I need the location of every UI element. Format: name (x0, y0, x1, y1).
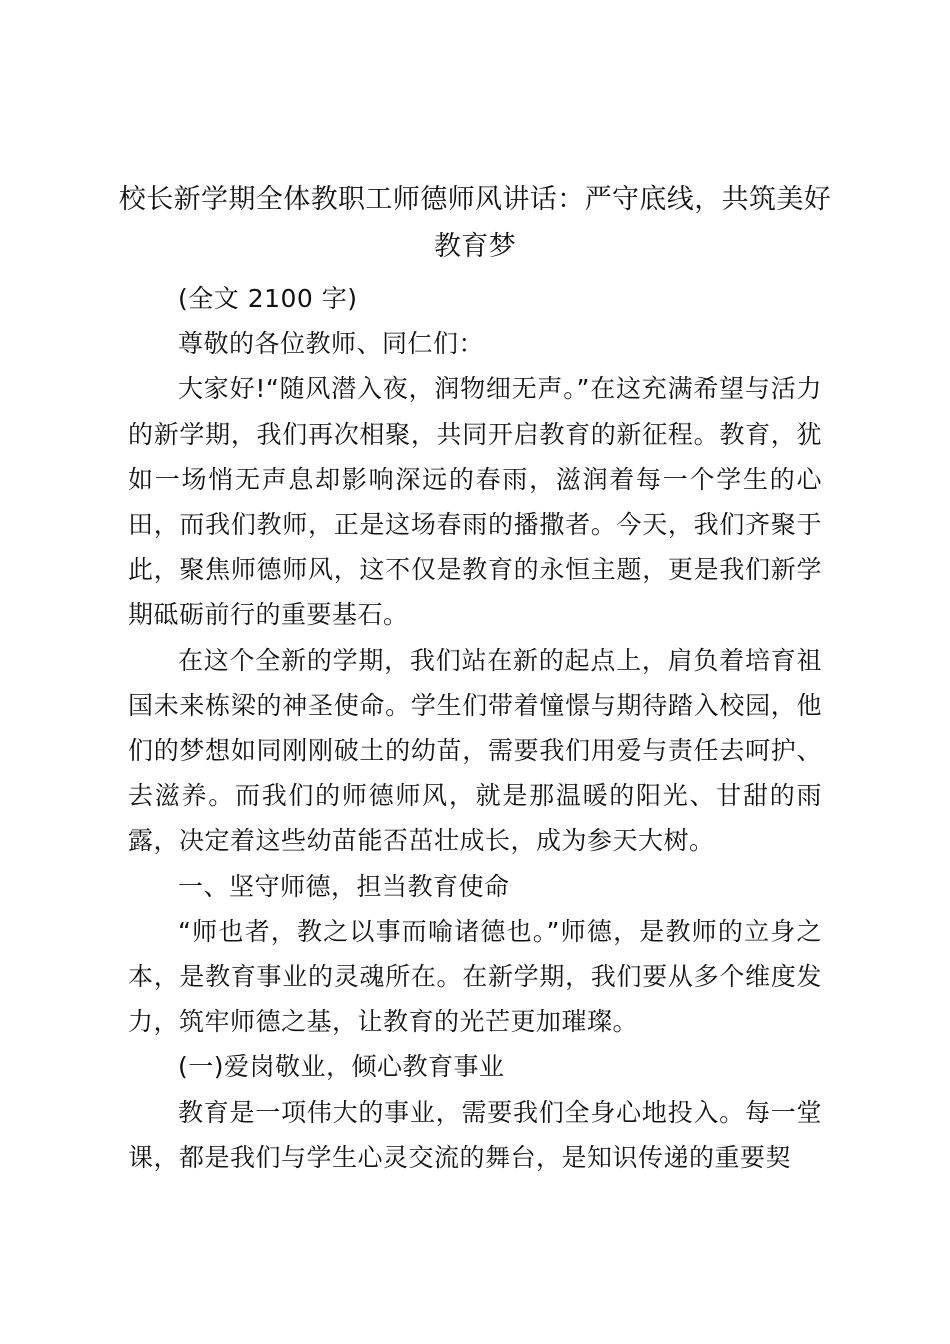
body-paragraph: 在这个全新的学期，我们站在新的起点上，肩负着培育祖国未来栋梁的神圣使命。学生们带着憧憬与期待踏入校园，他们的梦想如同刚刚破土的幼苗，需要我们用爱与责任去呵护、去滋养。而我们的师德师风，就是那温暖的阳光、甘甜的雨露，决定着这些幼苗能否茁壮成长，成为参天大树。 (128, 645, 822, 856)
body-paragraph: 教育是一项伟大的事业，需要我们全身心地投入。每一堂课，都是我们与学生心灵交流的舞台，是知识传递的重要契 (128, 1097, 822, 1172)
salutation: 尊敬的各位教师、同仁们： (178, 329, 485, 359)
section-heading: 一、坚守师德，担当教育使命 (178, 871, 510, 901)
word-count-note: (全文 2100 字) (178, 284, 358, 313)
body-paragraph: “师也者，教之以事而喻诸德也。”师德，是教师的立身之本，是教育事业的灵魂所在。在新学期，我们要从多个维度发力，筑牢师德之基，让教育的光芒更加璀璨。 (128, 916, 822, 1037)
document-body (128, 276, 822, 1180)
body-paragraph: 大家好!“随风潜入夜，润物细无声。”在这充满希望与活力的新学期，我们再次相聚，共同开启教育的新征程。教育，犹如一场悄无声息却影响深远的春雨，滋润着每一个学生的心田，而我们教师，正是这场春雨的播撒者。今天，我们齐聚于此，聚焦师德师风，这不仅是教育的永恒主题，更是我们新学期砥砺前行的重要基石。 (128, 374, 822, 630)
subsection-heading: (一)爱岗敬业，倾心教育事业 (178, 1052, 505, 1082)
document-title: 校长新学期全体教职工师德师风讲话：严守底线，共筑美好教育梦 (118, 184, 832, 262)
